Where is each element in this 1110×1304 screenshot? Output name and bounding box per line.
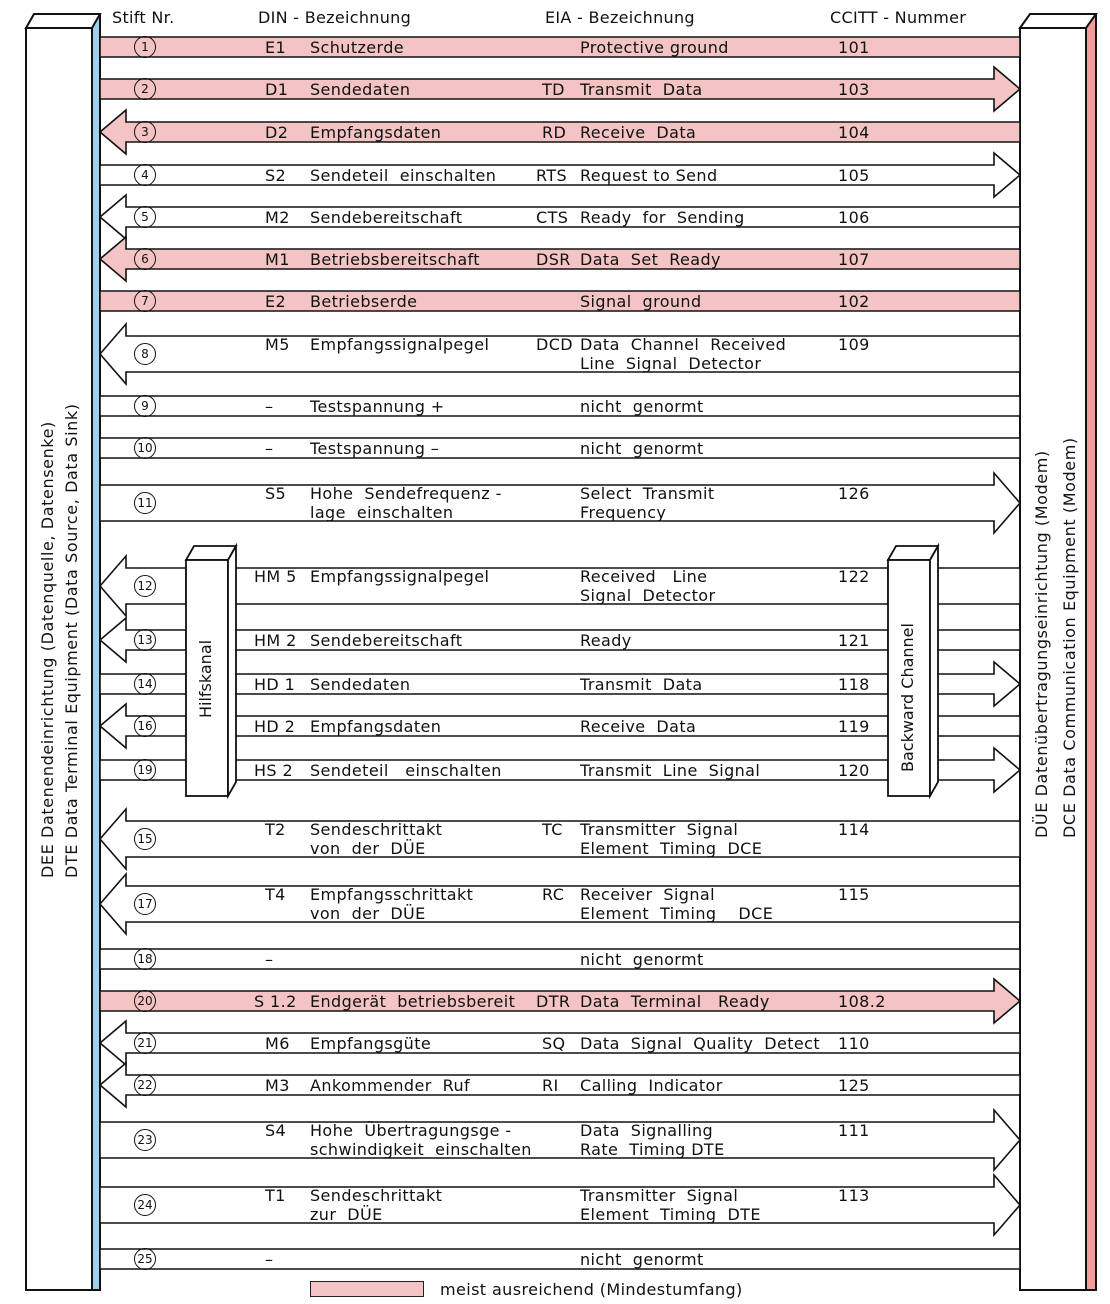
din-text-9: Testspannung + [310,397,445,416]
eia-text-8: Data Channel Received Line Signal Detector [580,335,787,373]
din-code-16: HD 2 [254,717,296,736]
pin-number-10: 10 [134,437,156,459]
din-code-19: HS 2 [254,761,294,780]
signal-arrow-pin-14 [934,662,1020,706]
eia-code-17: RC [542,885,565,904]
eia-code-21: SQ [542,1034,566,1053]
din-code-15: T2 [265,820,286,839]
din-code-2: D1 [265,80,289,99]
din-code-23: S4 [265,1121,287,1140]
eia-text-16: Receive Data [580,717,697,736]
pin-number-2: 2 [134,78,156,100]
din-text-8: Empfangssignalpegel [310,335,490,354]
eia-text-9: nicht genormt [580,397,704,416]
din-code-25: – [265,1250,274,1269]
eia-text-15: Transmitter Signal Element Timing DCE [580,820,763,858]
signal-row-pin-13 [100,618,1020,662]
signal-arrow-pin-12 [934,568,1020,604]
din-text-3: Empfangsdaten [310,123,442,142]
eia-code-22: RI [542,1076,559,1095]
signal-row-pin-19 [100,748,1020,792]
signal-row-pin-1 [100,37,1020,57]
pin-number-13: 13 [134,629,156,651]
signal-row-pin-18 [100,949,1020,969]
eia-text-12: Received Line Signal Detector [580,567,716,605]
ccitt-number-6: 107 [838,250,870,269]
pin-number-7: 7 [134,290,156,312]
eia-text-14: Transmit Data [580,675,703,694]
din-text-2: Sendedaten [310,80,411,99]
right-side-label-en: DCE Data Communication Equipment (Modem) [1060,437,1079,838]
signal-arrow-pin-13 [934,630,1020,650]
din-code-18: – [265,950,274,969]
ccitt-number-13: 121 [838,631,870,650]
pin-number-1: 1 [134,36,156,58]
signal-arrow-pin-24 [100,1175,1020,1235]
signal-arrow-pin-1 [100,37,1020,57]
signal-arrow-pin-15 [100,809,1020,869]
eia-code-8: DCD [536,335,574,354]
din-text-13: Sendebereitschaft [310,631,463,650]
pin-number-9: 9 [134,395,156,417]
din-text-22: Ankommender Ruf [310,1076,471,1095]
ccitt-number-23: 111 [838,1121,870,1140]
signal-row-pin-17 [100,874,1020,934]
eia-text-23: Data Signalling Rate Timing DTE [580,1121,725,1159]
ccitt-number-2: 103 [838,80,870,99]
eia-text-3: Receive Data [580,123,697,142]
pin-number-12: 12 [134,575,156,597]
signal-row-pin-11 [100,473,1020,533]
ccitt-number-16: 119 [838,717,870,736]
din-code-22: M3 [265,1076,290,1095]
eia-text-6: Data Set Ready [580,250,721,269]
signal-arrow-pin-16 [934,716,1020,736]
eia-text-5: Ready for Sending [580,208,745,227]
din-code-4: S2 [265,166,287,185]
eia-text-24: Transmitter Signal Element Timing DTE [580,1186,761,1224]
eia-text-13: Ready [580,631,632,650]
pin-number-21: 21 [134,1032,156,1054]
din-code-12: HM 5 [254,567,297,586]
din-code-1: E1 [265,38,287,57]
signal-arrow-pin-25 [100,1249,1020,1269]
din-text-19: Sendeteil einschalten [310,761,502,780]
pin-number-6: 6 [134,248,156,270]
ccitt-number-22: 125 [838,1076,870,1095]
pin-number-20: 20 [134,990,156,1012]
din-code-17: T4 [265,885,286,904]
signal-row-pin-15 [100,809,1020,869]
signal-arrow-pin-19 [934,748,1020,792]
right-side-label-de: DÜE Datenübertragungseinrichtung (Modem) [1032,450,1051,838]
din-text-14: Sendedaten [310,675,411,694]
pin-number-25: 25 [134,1248,156,1270]
signal-row-pin-23 [100,1110,1020,1170]
din-text-23: Hohe Übertragungsge - schwindigkeit einschalten [310,1121,532,1159]
ccitt-number-20: 108.2 [838,992,886,1011]
header-pin: Stift Nr. [112,8,175,27]
din-text-20: Endgerät betriebsbereit [310,992,516,1011]
din-text-15: Sendeschrittakt von der DÜE [310,820,443,858]
signal-row-pin-25 [100,1249,1020,1269]
signal-row-pin-16 [100,704,1020,748]
ccitt-number-1: 101 [838,38,870,57]
ccitt-number-11: 126 [838,484,870,503]
signal-row-pin-8 [100,324,1020,384]
pin-number-24: 24 [134,1194,156,1216]
din-text-6: Betriebsbereitschaft [310,250,480,269]
pin-number-18: 18 [134,948,156,970]
signal-row-pin-14 [100,662,1020,706]
eia-code-2: TD [542,80,565,99]
signal-arrow-pin-23 [100,1110,1020,1170]
ccitt-number-21: 110 [838,1034,870,1053]
din-code-24: T1 [265,1186,286,1205]
signal-arrow-pin-22 [100,1063,1020,1107]
pin-number-15: 15 [134,828,156,850]
din-code-10: – [265,439,274,458]
signal-row-pin-24 [100,1175,1020,1235]
signal-arrow-pin-11 [100,473,1020,533]
eia-text-19: Transmit Line Signal [580,761,761,780]
eia-text-1: Protective ground [580,38,729,57]
eia-text-4: Request to Send [580,166,718,185]
ccitt-number-8: 109 [838,335,870,354]
eia-code-4: RTS [536,166,568,185]
ccitt-number-5: 106 [838,208,870,227]
din-code-5: M2 [265,208,290,227]
din-code-3: D2 [265,123,289,142]
pin-number-23: 23 [134,1129,156,1151]
legend-text: meist ausreichend (Mindestumfang) [440,1280,743,1299]
din-code-6: M1 [265,250,290,269]
ccitt-number-7: 102 [838,292,870,311]
din-text-7: Betriebserde [310,292,418,311]
pin-number-14: 14 [134,673,156,695]
pin-number-4: 4 [134,164,156,186]
signal-row-pin-9 [100,396,1020,416]
eia-text-11: Select Transmit Frequency [580,484,715,522]
din-code-20: S 1.2 [254,992,297,1011]
signal-row-pin-22 [100,1063,1020,1107]
eia-code-5: CTS [536,208,569,227]
din-code-13: HM 2 [254,631,297,650]
eia-text-2: Transmit Data [580,80,703,99]
eia-code-3: RD [542,123,567,142]
din-text-1: Schutzerde [310,38,405,57]
eia-text-7: Signal ground [580,292,702,311]
signal-arrow-pin-10 [100,438,1020,458]
signal-row-pin-12 [100,556,1020,616]
signal-arrow-pin-17 [100,874,1020,934]
din-code-14: HD 1 [254,675,296,694]
din-text-17: Empfangsschrittakt von der DÜE [310,885,474,923]
din-code-21: M6 [265,1034,290,1053]
header-eia: EIA - Bezeichnung [545,8,695,27]
pin-number-17: 17 [134,893,156,915]
din-text-5: Sendebereitschaft [310,208,463,227]
ccitt-number-4: 105 [838,166,870,185]
din-text-11: Hohe Sendefrequenz - lage einschalten [310,484,502,522]
signal-row-pin-7 [100,291,1020,311]
ccitt-number-12: 122 [838,567,870,586]
legend-swatch [310,1281,424,1297]
eia-text-17: Receiver Signal Element Timing DCE [580,885,774,923]
backward-channel-label: Backward Channel [898,623,917,772]
signal-row-pin-10 [100,438,1020,458]
din-text-12: Empfangssignalpegel [310,567,490,586]
left-side-label-de: DEE Datenendeinrichtung (Datenquelle, Datensenke) [38,421,57,878]
ccitt-number-17: 115 [838,885,870,904]
eia-text-10: nicht genormt [580,439,704,458]
pin-number-16: 16 [134,715,156,737]
header-din: DIN - Bezeichnung [258,8,412,27]
signal-arrow-pin-7 [100,291,1020,311]
din-code-11: S5 [265,484,287,503]
left-side-label-en: DTE Data Terminal Equipment (Data Source, Data Sink) [62,403,81,878]
din-code-8: M5 [265,335,290,354]
din-text-21: Empfangsgüte [310,1034,432,1053]
pin-number-11: 11 [134,492,156,514]
ccitt-number-15: 114 [838,820,870,839]
eia-text-20: Data Terminal Ready [580,992,770,1011]
din-text-10: Testspannung – [310,439,440,458]
eia-text-18: nicht genormt [580,950,704,969]
din-text-24: Sendeschrittakt zur DÜE [310,1186,443,1224]
eia-code-6: DSR [536,250,571,269]
ccitt-number-3: 104 [838,123,870,142]
ccitt-number-24: 113 [838,1186,870,1205]
eia-text-21: Data Signal Quality Detect [580,1034,820,1053]
signal-arrow-pin-8 [100,324,1020,384]
din-text-4: Sendeteil einschalten [310,166,497,185]
ccitt-number-14: 118 [838,675,870,694]
hilfskanal-label: Hilfskanal [196,639,215,718]
header-ccitt: CCITT - Nummer [830,8,967,27]
eia-code-15: TC [542,820,563,839]
pin-number-19: 19 [134,759,156,781]
ccitt-number-19: 120 [838,761,870,780]
pin-number-3: 3 [134,121,156,143]
pin-number-22: 22 [134,1074,156,1096]
signal-arrow-pin-9 [100,396,1020,416]
pin-number-8: 8 [134,343,156,365]
din-code-7: E2 [265,292,287,311]
eia-code-20: DTR [536,992,571,1011]
eia-text-25: nicht genormt [580,1250,704,1269]
eia-text-22: Calling Indicator [580,1076,723,1095]
pin-number-5: 5 [134,206,156,228]
din-code-9: – [265,397,274,416]
signal-arrow-pin-18 [100,949,1020,969]
din-text-16: Empfangsdaten [310,717,442,736]
